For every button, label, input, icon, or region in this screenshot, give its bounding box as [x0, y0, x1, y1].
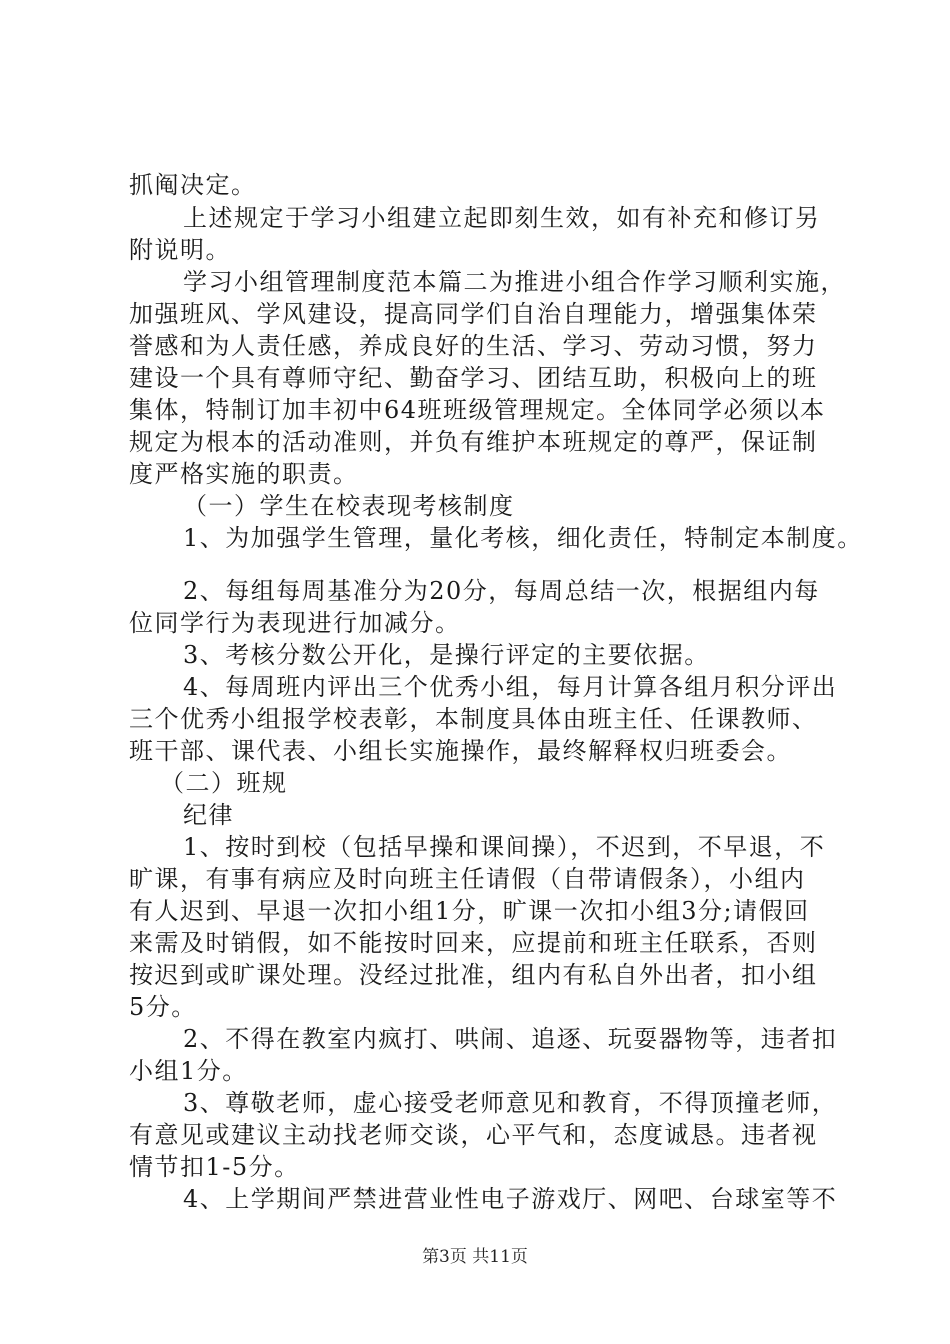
text-line: 2、每组每周基准分为20分，每周总结一次，根据组内每: [183, 577, 820, 605]
text-line: 3、考核分数公开化，是操行评定的主要依据。: [183, 641, 710, 669]
subsection-heading: 纪律: [183, 801, 234, 829]
text-line: 有意见或建议主动找老师交谈，心平气和，态度诚恳。违者视: [129, 1121, 818, 1149]
text-line: 4、每周班内评出三个优秀小组，每月计算各组月积分评出: [183, 673, 838, 701]
text-line: 5分。: [129, 993, 197, 1021]
text-line: 抓阄决定。: [129, 171, 257, 199]
text-line: 有人迟到、早退一次扣小组1分，旷课一次扣小组3分;请假回: [129, 897, 810, 925]
text-line: 1、为加强学生管理，量化考核，细化责任，特制定本制度。: [183, 524, 863, 552]
text-line: 按迟到或旷课处理。没经过批准，组内有私自外出者，扣小组: [129, 961, 818, 989]
text-line: 情节扣1-5分。: [129, 1153, 300, 1181]
text-line: 誉感和为人责任感，养成良好的生活、学习、劳动习惯，努力: [129, 332, 818, 360]
text-line: 上述规定于学习小组建立起即刻生效，如有补充和修订另: [183, 204, 821, 232]
text-line: 附说明。: [129, 236, 231, 264]
page-number: 第3页 共11页: [422, 1247, 528, 1267]
text-line: 加强班风、学风建设，提高同学们自治自理能力，增强集体荣: [129, 300, 818, 328]
text-line: 集体，特制订加丰初中64班班级管理规定。全体同学必须以本: [129, 396, 826, 424]
text-line: 建设一个具有尊师守纪、勤奋学习、团结互助，积极向上的班: [129, 364, 818, 392]
text-line: 小组1分。: [129, 1057, 248, 1085]
text-line: 学习小组管理制度范本篇二为推进小组合作学习顺利实施，: [183, 268, 846, 296]
section-heading: （一）学生在校表现考核制度: [183, 492, 515, 520]
text-line: 三个优秀小组报学校表彰，本制度具体由班主任、任课教师、: [129, 705, 818, 733]
text-line: 3、尊敬老师，虚心接受老师意见和教育，不得顶撞老师，: [183, 1089, 838, 1117]
text-line: 1、按时到校（包括早操和课间操），不迟到，不早退，不: [183, 833, 826, 861]
text-line: 旷课，有事有病应及时向班主任请假（自带请假条），小组内: [129, 865, 806, 893]
text-line: 4、上学期间严禁进营业性电子游戏厅、网吧、台球室等不: [183, 1185, 838, 1213]
text-line: 位同学行为表现进行加减分。: [129, 609, 461, 637]
text-line: 来需及时销假，如不能按时回来，应提前和班主任联系，否则: [129, 929, 818, 957]
text-line: 规定为根本的活动准则，并负有维护本班规定的尊严，保证制: [129, 428, 818, 456]
text-line: 班干部、课代表、小组长实施操作，最终解释权归班委会。: [129, 737, 792, 765]
section-heading: （二）班规: [160, 769, 288, 797]
text-line: 2、不得在教室内疯打、哄闹、追逐、玩耍器物等，违者扣: [183, 1025, 838, 1053]
text-line: 度严格实施的职责。: [129, 460, 359, 488]
